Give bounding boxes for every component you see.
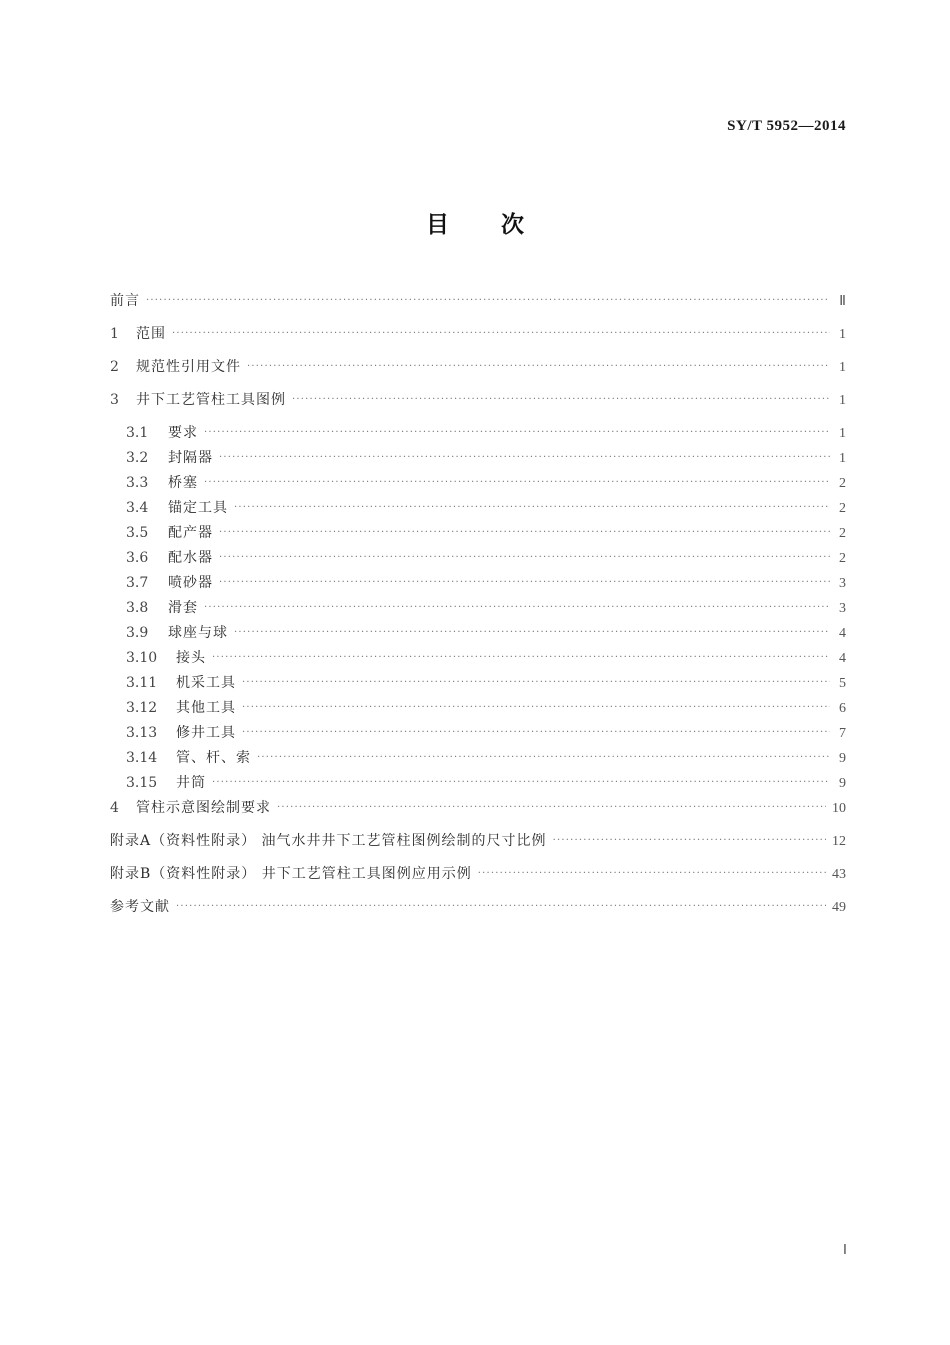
toc-entry-number: 1 — [110, 326, 119, 342]
toc-entry-title: 配产器 — [168, 525, 213, 541]
footer-page-number: Ⅰ — [842, 1243, 847, 1258]
toc-entry-title: 滑套 — [168, 600, 198, 616]
toc-entry-number: 3.10 — [126, 650, 158, 666]
toc-entry[interactable] — [110, 522, 846, 547]
toc-entry-title: 机采工具 — [176, 675, 236, 691]
toc-dot-leader — [172, 328, 830, 339]
toc-dot-leader — [553, 835, 826, 846]
toc-entry-page: 5 — [839, 676, 846, 691]
toc-entry-title: 井筒 — [176, 775, 206, 791]
toc-entry-page: Ⅱ — [839, 294, 846, 309]
toc-entry[interactable] — [110, 572, 846, 597]
toc-entry-page: 1 — [839, 393, 846, 408]
toc-entry-page: 1 — [839, 451, 846, 466]
toc-dot-leader — [247, 361, 830, 372]
toc-entry-number: 3.6 — [126, 550, 149, 566]
toc-entry[interactable] — [110, 747, 846, 772]
toc-dot-leader — [219, 527, 830, 538]
toc-dot-leader — [176, 901, 826, 912]
toc-dot-leader — [204, 477, 830, 488]
toc-dot-leader — [242, 677, 830, 688]
toc-entry-page: 10 — [832, 801, 846, 816]
toc-entry-page: 7 — [839, 726, 846, 741]
toc-entry-title: 管柱示意图绘制要求 — [136, 800, 271, 816]
toc-entry-title: 井下工艺管柱工具图例 — [136, 392, 286, 408]
toc-entry[interactable] — [110, 797, 846, 830]
toc-entry[interactable] — [110, 772, 846, 797]
toc-entry-page: 12 — [832, 834, 846, 849]
toc-dot-leader — [234, 502, 830, 513]
toc-entry-title: 管、杆、索 — [176, 750, 251, 766]
toc-dot-leader — [257, 752, 830, 763]
toc-entry-page: 2 — [839, 526, 846, 541]
table-of-contents — [110, 290, 846, 929]
toc-entry-page: 1 — [839, 426, 846, 441]
toc-dot-leader — [242, 702, 830, 713]
toc-entry[interactable] — [110, 356, 846, 389]
toc-entry[interactable] — [110, 863, 846, 896]
toc-entry-title: 参考文献 — [110, 899, 170, 915]
toc-entry[interactable] — [110, 447, 846, 472]
toc-dot-leader — [277, 802, 826, 813]
toc-entry-title: 球座与球 — [168, 625, 228, 641]
toc-entry-number: 3.11 — [126, 675, 158, 691]
toc-entry-number: 3.5 — [126, 525, 149, 541]
toc-entry[interactable] — [110, 472, 846, 497]
toc-entry-title: 要求 — [168, 425, 198, 441]
toc-entry-number: 3.13 — [126, 725, 158, 741]
toc-entry-number: 3.4 — [126, 500, 149, 516]
toc-entry-page: 49 — [832, 900, 846, 915]
toc-entry-title: 附录A（资料性附录） 油气水井井下工艺管柱图例绘制的尺寸比例 — [110, 833, 547, 849]
toc-entry-page: 2 — [839, 501, 846, 516]
toc-entry-page: 1 — [839, 327, 846, 342]
toc-dot-leader — [219, 452, 830, 463]
toc-entry-title: 喷砂器 — [168, 575, 213, 591]
toc-entry[interactable] — [110, 896, 846, 929]
toc-entry-page: 2 — [839, 476, 846, 491]
toc-entry-page: 3 — [839, 601, 846, 616]
toc-entry-title: 锚定工具 — [168, 500, 228, 516]
toc-entry-page: 4 — [839, 626, 846, 641]
toc-entry[interactable] — [110, 672, 846, 697]
toc-dot-leader — [204, 427, 830, 438]
page-title: 目次 — [426, 212, 576, 238]
toc-entry-page: 9 — [839, 751, 846, 766]
toc-entry[interactable] — [110, 647, 846, 672]
toc-entry-number: 3.14 — [126, 750, 158, 766]
toc-entry-title: 接头 — [176, 650, 206, 666]
toc-entry-title: 修井工具 — [176, 725, 236, 741]
toc-entry-title: 前言 — [110, 293, 140, 309]
toc-entry-page: 4 — [839, 651, 846, 666]
toc-entry-number: 3.2 — [126, 450, 149, 466]
toc-entry[interactable] — [110, 597, 846, 622]
toc-entry-title: 封隔器 — [168, 450, 213, 466]
toc-entry[interactable] — [110, 497, 846, 522]
toc-entry-number: 3.9 — [126, 625, 149, 641]
toc-entry-number: 4 — [110, 800, 119, 816]
toc-dot-leader — [204, 602, 830, 613]
toc-entry-page: 6 — [839, 701, 846, 716]
toc-entry-page: 3 — [839, 576, 846, 591]
toc-dot-leader — [234, 627, 830, 638]
toc-entry-number: 3.12 — [126, 700, 158, 716]
toc-entry[interactable] — [110, 422, 846, 447]
toc-entry[interactable] — [110, 622, 846, 647]
toc-dot-leader — [242, 727, 830, 738]
toc-entry-title: 附录B（资料性附录） 井下工艺管柱工具图例应用示例 — [110, 866, 472, 882]
toc-dot-leader — [212, 652, 830, 663]
toc-dot-leader — [219, 552, 830, 563]
toc-entry-number: 3.3 — [126, 475, 149, 491]
toc-entry[interactable] — [110, 323, 846, 356]
toc-entry-page: 9 — [839, 776, 846, 791]
toc-dot-leader — [212, 777, 830, 788]
toc-entry-number: 3.7 — [126, 575, 149, 591]
toc-dot-leader — [292, 394, 830, 405]
toc-entry-page: 2 — [839, 551, 846, 566]
toc-entry-page: 43 — [832, 867, 846, 882]
toc-entry-title: 桥塞 — [168, 475, 198, 491]
toc-entry-title: 范围 — [136, 326, 166, 342]
standard-code: SY/T 5952—2014 — [727, 118, 846, 134]
toc-entry[interactable] — [110, 547, 846, 572]
toc-dot-leader — [146, 295, 830, 306]
toc-dot-leader — [219, 577, 830, 588]
toc-entry-number: 3 — [110, 392, 119, 408]
toc-entry-number: 3.1 — [126, 425, 149, 441]
toc-entry-title: 其他工具 — [176, 700, 236, 716]
toc-entry-number: 3.8 — [126, 600, 149, 616]
toc-entry-page: 1 — [839, 360, 846, 375]
toc-entry[interactable] — [110, 389, 846, 422]
toc-entry-title: 规范性引用文件 — [136, 359, 241, 375]
toc-entry[interactable] — [110, 722, 846, 747]
toc-entry-number: 3.15 — [126, 775, 158, 791]
toc-entry[interactable] — [110, 697, 846, 722]
toc-entry-title: 配水器 — [168, 550, 213, 566]
toc-dot-leader — [478, 868, 826, 879]
toc-entry[interactable] — [110, 290, 846, 323]
toc-entry[interactable] — [110, 830, 846, 863]
toc-entry-number: 2 — [110, 359, 119, 375]
